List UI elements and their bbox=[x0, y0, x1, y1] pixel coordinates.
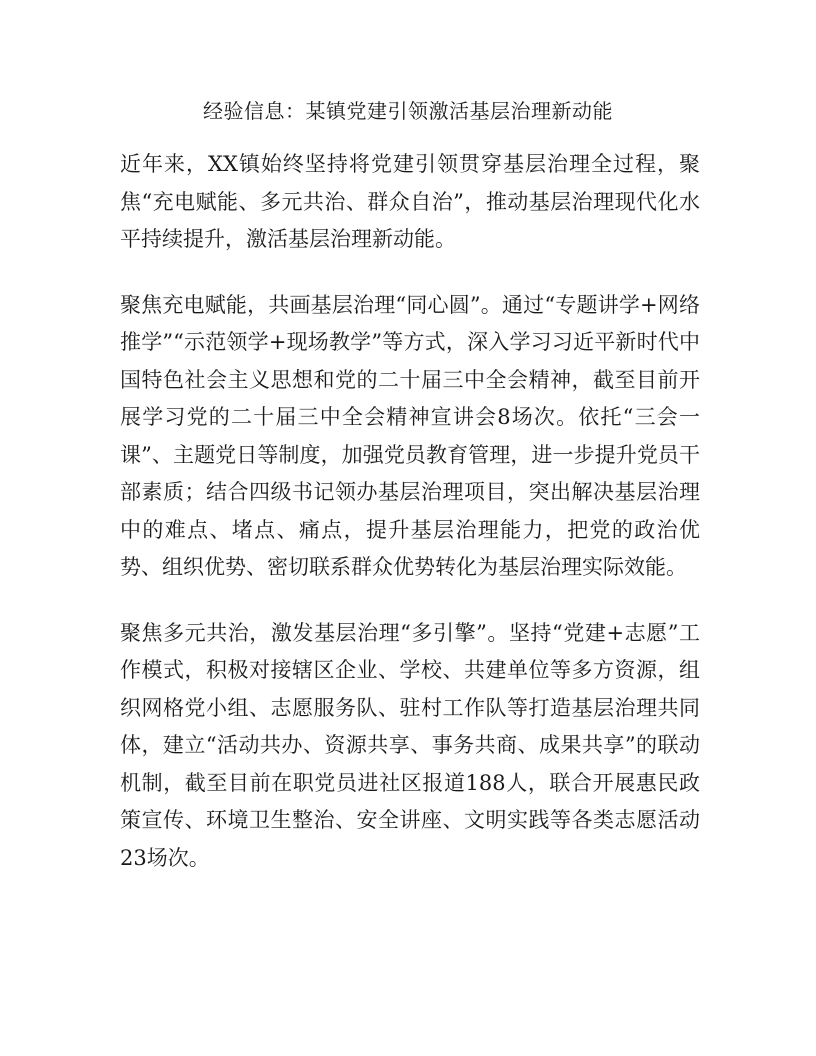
paragraph-co-governance: 聚焦多元共治，激发基层治理“多引擎”。坚持“党建+志愿”工作模式，积极对接辖区企业、学校、共建单位等多方资源，组织网格党小组、志愿服务队、驻村工作队等打造基层治理共同体，建立“活动共办、资源共享、事务共商、成果共享”的联动机制，截至目前在职党员进社区报道188人，联合开展惠民政策宣传、环境卫生整治、安全讲座、文明实践等各类志愿活动23场次。 bbox=[120, 620, 700, 870]
paragraph-intro: 近年来，XX镇始终坚持将党建引领贯穿基层治理全过程，聚焦“充电赋能、多元共治、群众自治”，推动基层治理现代化水平持续提升，激活基层治理新动能。 bbox=[120, 152, 700, 251]
paragraph-empowerment: 聚焦充电赋能，共画基层治理“同心圆”。通过“专题讲学+网络推学”“示范领学+现场教学”等方式，深入学习习近平新时代中国特色社会主义思想和党的二十届三中全会精神，截至目前开展学习党的二十届三中全会精神宣讲会8场次。依托“三会一课”、主题党日等制度，加强党员教育管理，进一步提升党员干部素质；结合四级书记领办基层治理项目，突出解决基层治理中的难点、堵点、痛点，提升基层治理能力，把党的政治优势、组织优势、密切联系群众优势转化为基层治理实际效能。 bbox=[120, 292, 700, 579]
document-body bbox=[120, 146, 700, 905]
document-title: 经验信息：某镇党建引领激活基层治理新动能 bbox=[203, 99, 613, 123]
